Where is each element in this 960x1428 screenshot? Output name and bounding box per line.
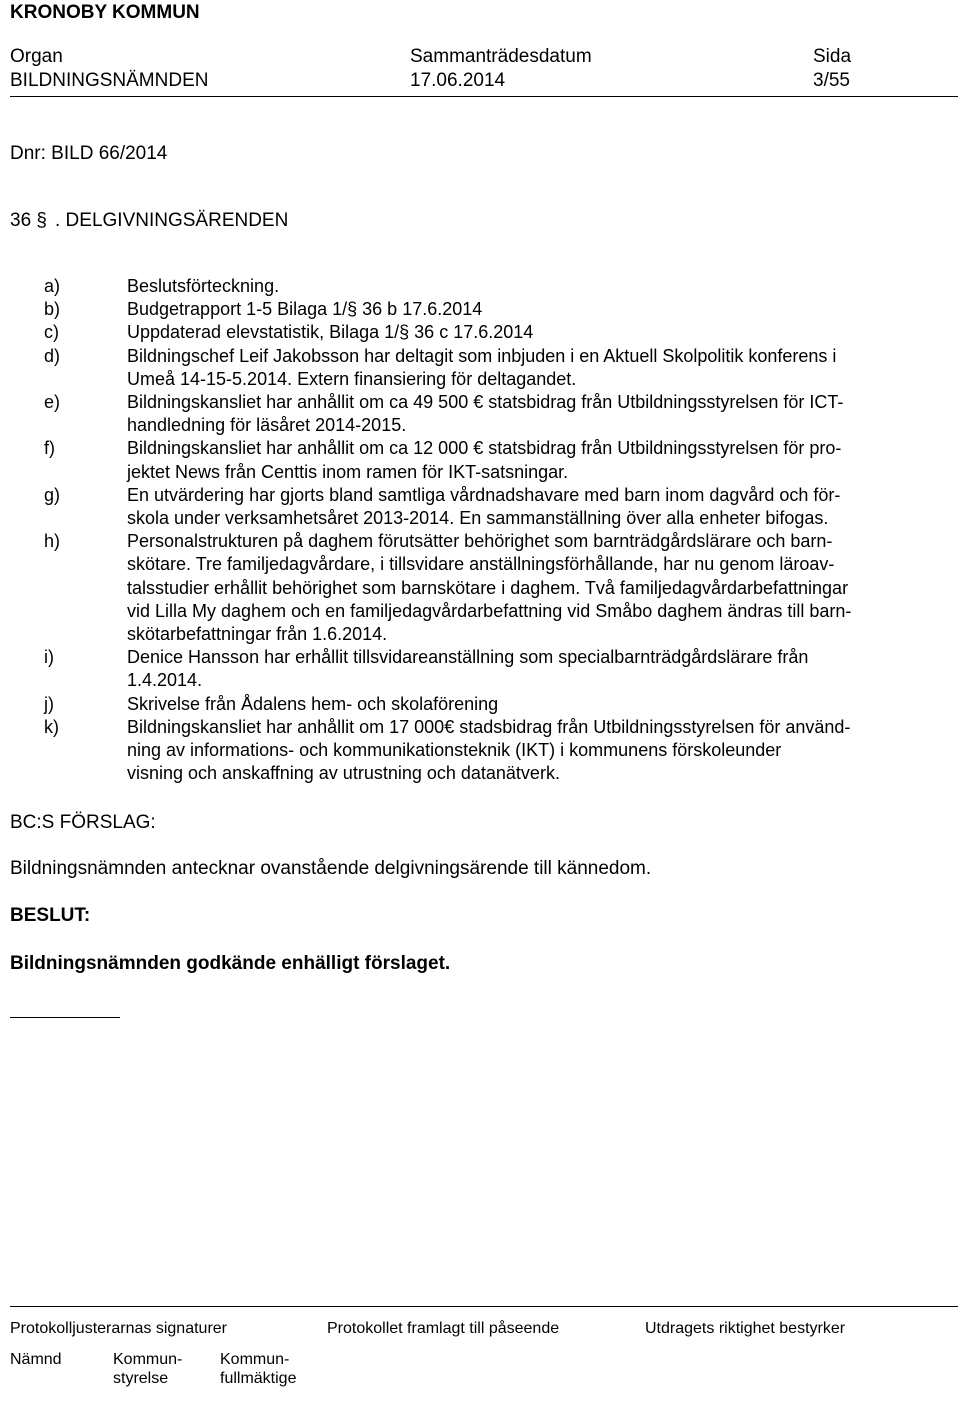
- item-text-line: Budgetrapport 1-5 Bilaga 1/§ 36 b 17.6.2014: [127, 299, 483, 320]
- item-letter: d): [44, 345, 61, 366]
- item-text-line: Bildningskansliet har anhållit om 17 000€ stadsbidrag från Utbildningsstyrelsen för använd-: [127, 716, 851, 737]
- extract-label: Utdragets riktighet bestyrker: [645, 1320, 846, 1337]
- page-label: Sida: [813, 46, 852, 67]
- signature-council-line2: fullmäktige: [220, 1370, 297, 1387]
- item-text-line: Umeå 14-15-5.2014. Extern finansiering för deltagandet.: [127, 368, 577, 389]
- item-text-line: handledning för läsåret 2014-2015.: [127, 415, 407, 436]
- item-letter: f): [44, 438, 55, 459]
- section-symbol: §: [36, 210, 47, 231]
- item-text-line: Bildningschef Leif Jakobsson har deltagit som inbjuden i en Aktuell Skolpolitik konferens i: [127, 345, 837, 366]
- item-text-line: Denice Hansson har erhållit tillsvidareanställning som specialbarnträdgårdslärare från: [127, 647, 809, 668]
- proposal-label: BC:S FÖRSLAG:: [10, 812, 156, 833]
- item-text-line: vid Lilla My daghem och en familjedagvårdarbefattning vid Småbo daghem ändras till barn-: [127, 600, 852, 621]
- decision-text: Bildningsnämnden godkände enhälligt förslaget.: [10, 953, 451, 974]
- header-rule: [10, 96, 958, 97]
- item-text-line: Uppdaterad elevstatistik, Bilaga 1/§ 36 c 17.6.2014: [127, 322, 534, 343]
- item-letter: h): [44, 531, 61, 552]
- section-number: 36: [10, 210, 32, 231]
- item-letter: a): [44, 276, 61, 296]
- item-letter: i): [44, 647, 54, 668]
- item-letter: b): [44, 299, 61, 320]
- item-text-line: 1.4.2014.: [127, 670, 203, 691]
- section-heading: [10, 210, 288, 232]
- item-text-line: skola under verksamhetsåret 2013-2014. En sammanställning över alla enheter bifogas.: [127, 508, 829, 528]
- decision-label: BESLUT:: [10, 905, 91, 926]
- footer-rule: [10, 1306, 958, 1307]
- item-text-line: skötare. Tre familjedagvårdare, i tillsvidare anställningsförhållande, har nu genom läroav-: [127, 554, 835, 575]
- item-text-line: Beslutsförteckning.: [127, 276, 280, 296]
- signature-council-line1: Kommun-: [220, 1351, 290, 1368]
- item-text-line: En utvärdering har gjorts bland samtliga vårdnadshavare med barn inom dagvård och för-: [127, 484, 841, 505]
- org-name: KRONOBY KOMMUN: [10, 2, 200, 23]
- proposal-text: Bildningsnämnden antecknar ovanstående delgivningsärende till kännedom.: [10, 858, 652, 879]
- diary-number: Dnr: BILD 66/2014: [10, 143, 168, 164]
- section-title: . DELGIVNINGSÄRENDEN: [55, 210, 289, 231]
- organ-value: BILDNINGSNÄMNDEN: [10, 70, 209, 91]
- signatures-label: Protokolljusterarnas signaturer: [10, 1320, 227, 1337]
- item-letter: k): [44, 716, 59, 737]
- signature-board-line2: styrelse: [113, 1370, 169, 1387]
- item-letter: c): [44, 322, 59, 343]
- item-text-line: ning av informations- och kommunikationsteknik (IKT) i kommunens förskoleunder: [127, 740, 782, 760]
- item-text-line: skötarbefattningar från 1.6.2014.: [127, 624, 388, 644]
- item-text-line: Skrivelse från Ådalens hem- och skolaförening: [127, 693, 499, 714]
- signature-committee: Nämnd: [10, 1351, 62, 1368]
- item-letter: j): [44, 693, 54, 714]
- posted-label: Protokollet framlagt till påseende: [327, 1320, 560, 1337]
- item-letter: e): [44, 392, 61, 412]
- item-text-line: Personalstrukturen på daghem förutsätter behörighet som barnträdgårdslärare och barn-: [127, 531, 833, 552]
- item-text-line: Bildningskansliet har anhållit om ca 12 000 € statsbidrag från Utbildningsstyrelsen för pro-: [127, 438, 842, 459]
- organ-label: Organ: [10, 46, 63, 67]
- item-text-line: jektet News från Centtis inom ramen för IKT-satsningar.: [127, 461, 569, 482]
- end-rule: [10, 1017, 120, 1018]
- item-text-line: visning och anskaffning av utrustning och datanätverk.: [127, 763, 560, 784]
- date-value: 17.06.2014: [410, 70, 506, 91]
- item-text-line: Bildningskansliet har anhållit om ca 49 500 € statsbidrag från Utbildningsstyrelsen för ICT-: [127, 392, 844, 412]
- item-text-line: talsstudier erhållit behörighet som barnskötare i daghem. Två familjedagvårdarbefattningar: [127, 577, 849, 598]
- item-letter: g): [44, 484, 61, 505]
- signature-board-line1: Kommun-: [113, 1351, 183, 1368]
- date-label: Sammanträdesdatum: [410, 46, 592, 67]
- page-value: 3/55: [813, 70, 850, 91]
